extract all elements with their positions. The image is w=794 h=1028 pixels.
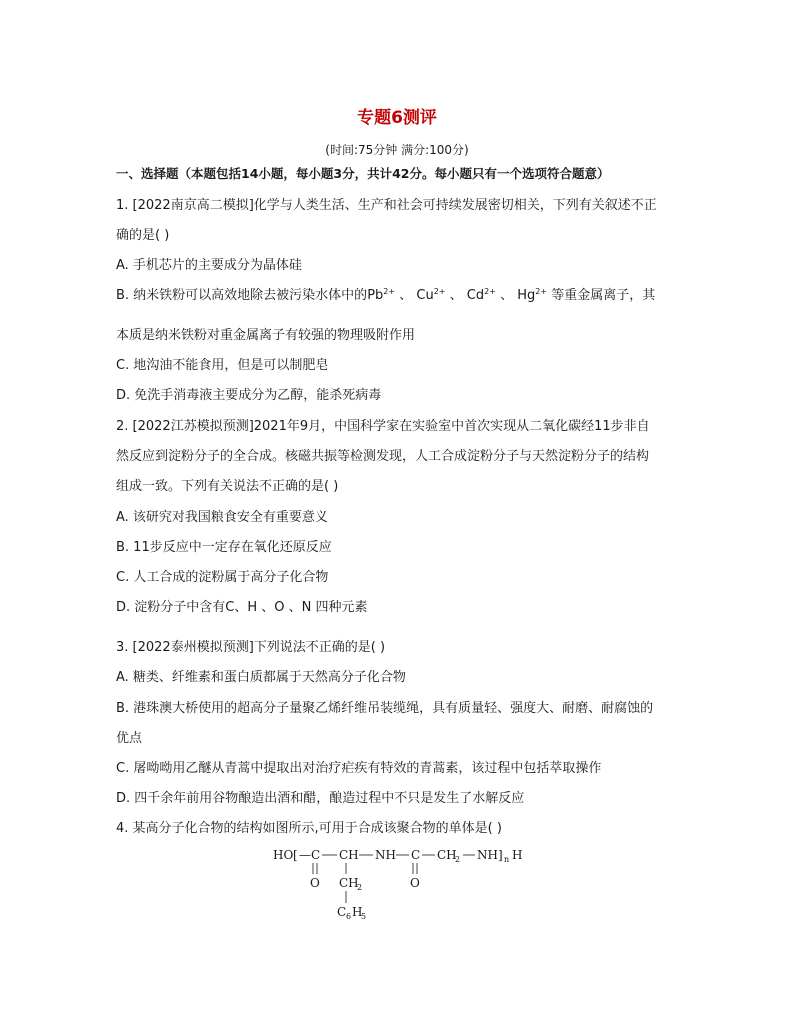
formula-carbon-2: C: [411, 848, 421, 862]
q3-option-c: C. 屠呦呦用乙醚从青蒿中提取出对治疗疟疾有特效的青蒿素，该过程中包括萃取操作: [116, 761, 602, 776]
formula-phenyl-h: H: [352, 905, 363, 919]
q1-option-a: A. 手机芯片的主要成分为晶体硅: [116, 258, 302, 273]
q2-option-d: D. 淀粉分子中含有C、H 、O 、N 四种元素: [116, 600, 368, 615]
q4-stem: 4. 某高分子化合物的结构如图所示,可用于合成该聚合物的单体是( ): [116, 821, 502, 836]
formula-bracket-right: ]: [498, 848, 503, 862]
q2-option-b: B. 11步反应中一定存在氧化还原反应: [116, 540, 332, 555]
formula-phenyl-c: C: [337, 905, 347, 919]
q3-stem: 3. [2022泰州模拟预测]下列说法不正确的是( ): [116, 640, 386, 655]
ion-cd-charge: 2+: [484, 287, 496, 296]
q1-stem-line2: 确的是( ): [116, 228, 170, 243]
q2-stem-line2: 然反应到淀粉分子的全合成。核磁共振等检测发现，人工合成淀粉分子与天然淀粉分子的结构: [116, 449, 650, 464]
q3-option-a: A. 糖类、纤维素和蛋白质都属于天然高分子化合物: [116, 670, 406, 685]
formula-ch2-chain-sub: 2: [455, 855, 461, 864]
formula-side-ch2-sub: 2: [357, 883, 363, 892]
formula-ch2-chain: CH: [437, 848, 457, 862]
ion-separator: 、: [399, 288, 413, 303]
formula-oxygen-1: O: [310, 876, 320, 890]
q3-option-d: D. 四千余年前用谷物酿造出酒和醋，酿造过程中不只是发生了水解反应: [116, 791, 525, 806]
ion-hg: Hg: [517, 288, 536, 303]
formula-n: n: [504, 855, 510, 864]
section-heading: 一、选择题（本题包括14小题，每小题3分，共计42分。每小题只有一个选项符合题意）: [116, 166, 610, 181]
formula-phenyl-5: 5: [361, 912, 367, 921]
q3-option-b-line1: B. 港珠澳大桥使用的超高分子量聚乙烯纤维吊装缆绳，具有质量轻、强度大、耐磨、耐腐蚀的: [116, 701, 654, 716]
formula-ch: CH: [339, 848, 359, 862]
q2-stem-line3: 组成一致。下列有关说法不正确的是( ): [116, 479, 339, 494]
ion-cu: Cu: [416, 288, 434, 303]
formula-ho: HO: [273, 848, 294, 862]
ion-separator: 、: [500, 288, 514, 303]
page-title: 专题6测评: [357, 108, 437, 128]
q1-option-d: D. 免洗手消毒液主要成分为乙醇，能杀死病毒: [116, 388, 382, 403]
formula-nh-1: NH: [375, 848, 396, 862]
polymer-structure-formula: [265, 843, 545, 923]
formula-nh-2: NH: [477, 848, 498, 862]
q3-option-b-line2: 优点: [116, 731, 143, 746]
ion-hg-charge: 2+: [535, 287, 548, 296]
ion-cu-charge: 2+: [433, 287, 446, 296]
q1-option-c: C. 地沟油不能食用，但是可以制肥皂: [116, 358, 329, 373]
ion-cd: Cd: [466, 288, 485, 303]
ion-pb-charge: 2+: [383, 287, 396, 296]
formula-phenyl-6: 6: [346, 912, 352, 921]
formula-carbon-1: C: [311, 848, 321, 862]
q1-option-b-suffix: 等重金属离子，其: [551, 288, 656, 303]
q1-option-b-line1: [116, 284, 655, 303]
formula-oxygen-2: O: [410, 876, 420, 890]
q1-option-b-line2: 本质是纳米铁粉对重金属离子有较强的物理吸附作用: [116, 328, 416, 343]
q1-option-b-prefix: B. 纳米铁粉可以高效地除去被污染水体中的: [116, 288, 368, 303]
ion-pb: Pb: [367, 288, 384, 303]
formula-side-ch2: CH: [339, 876, 359, 890]
formula-bracket-left: [: [293, 848, 298, 862]
exam-info: (时间:75分钟 满分:100分): [325, 143, 469, 157]
q2-stem-line1: 2. [2022江苏模拟预测]2021年9月，中国科学家在实验室中首次实现从二氧化碳经11步非自: [116, 419, 650, 434]
formula-h-end: H: [512, 848, 523, 862]
q2-option-c: C. 人工合成的淀粉属于高分子化合物: [116, 570, 329, 585]
formula-bond: —: [299, 848, 311, 862]
q2-option-a: A. 该研究对我国粮食安全有重要意义: [116, 510, 328, 525]
ion-separator: 、: [449, 288, 463, 303]
q1-stem-line1: 1. [2022南京高二模拟]化学与人类生活、生产和社会可持续发展密切相关，下列有关叙述不正: [116, 198, 657, 213]
